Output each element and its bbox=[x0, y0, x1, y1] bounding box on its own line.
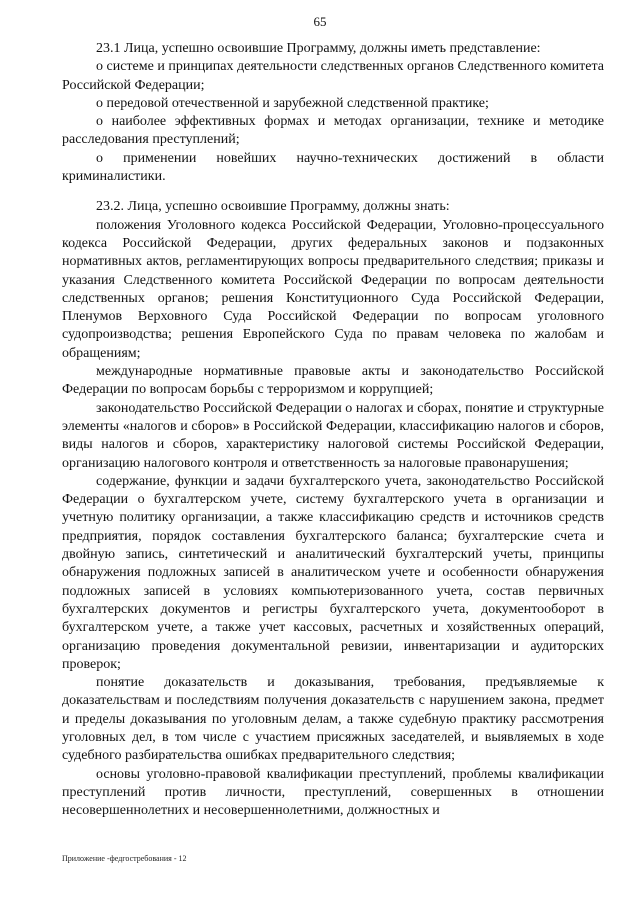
section-23-2-heading: 23.2. Лица, успешно освоившие Программу, должны знать: bbox=[96, 199, 450, 215]
section-23-1-item: о системе и принципах деятельности следственных органов Следственного комитета Российской Федерации; bbox=[62, 59, 604, 93]
section-23-1-item: о применении новейших научно-технических достижений в области криминалистики. bbox=[62, 150, 604, 185]
section-23-2-item: законодательство Российской Федерации о налогах и сборах, понятие и структурные элементы «налогов и сборов» в Российской Федерации, классификацию налогов и сборов, виды налогов и сборов, характеристику налоговой системы Российской Федерации, организацию налогового контроля и ответственность за налоговые правонарушения; bbox=[62, 400, 604, 471]
section-23-2-item: основы уголовно-правовой квалификации преступлений, проблемы квалификации преступлений против личности, преступлений, совершенных в отношении несовершеннолетних и несовершеннолетними, должностных и bbox=[62, 766, 604, 819]
section-23-2-item: положения Уголовного кодекса Российской Федерации, Уголовно-процессуального кодекса Российской Федерации, других федеральных законов и подзаконных нормативных актов, регламентирующих вопросы предварительного следствия; приказы и указания Следственного комитета Российской Федерации по вопросам деятельности следственных органов; решения Конституционного Суда Российской Федерации, Пленумов Верховного Суда Российской Федерации по вопросам уголовного судопроизводства; решения Европейского Суда по правам человека по жалобам и обращениям; bbox=[62, 217, 604, 361]
section-23-2-item: международные нормативные правовые акты и законодательство Российской Федерации по вопросам борьбы с терроризмом и коррупцией; bbox=[62, 364, 604, 398]
section-23-1-item: о наиболее эффективных формах и методах организации, технике и методике расследования преступлений; bbox=[62, 114, 604, 148]
section-23-1-heading: 23.1 Лица, успешно освоившие Программу, должны иметь представление: bbox=[96, 41, 541, 56]
page-footer: Приложение -федгостребования - 12 bbox=[62, 854, 187, 863]
document-body bbox=[62, 40, 604, 820]
section-23-2-item: понятие доказательств и доказывания, требования, предъявляемые к доказательствам и последствиям получения доказательств с нарушением закона, предмет и пределы доказывания по уголовным делам, а также судебную практику рассмотрения уголовных дел, в том числе с участием присяжных заседателей, и выявляемых в ходе судебного разбирательства ошибках предварительного следствия; bbox=[62, 675, 604, 764]
section-23-2-item: содержание, функции и задачи бухгалтерского учета, законодательство Российской Федерации о бухгалтерском учете, систему бухгалтерского учета в организации и учетную политику организации, а также классификацию средств и источников средств предприятия, порядок составления бухгалтерского баланса; бухгалтерские счета и двойную запись, синтетический и аналитический бухгалтерский учеты, принципы обнаружения подложных записей в аналитическом учете и особенности обнаружения подложных записей в условиях компьютеризованного учета, состав первичных бухгалтерских документов и регистры бухгалтерского учета, документооборот в бухгалтерском учете, а также учет кассовых, расчетных и хозяйственных операций, организацию проведения документальной ревизии, инвентаризации и аудиторских проверок; bbox=[62, 473, 604, 672]
section-spacer bbox=[62, 186, 604, 198]
page-number: 65 bbox=[313, 14, 327, 29]
section-23-1-item: о передовой отечественной и зарубежной следственной практике; bbox=[96, 95, 489, 111]
